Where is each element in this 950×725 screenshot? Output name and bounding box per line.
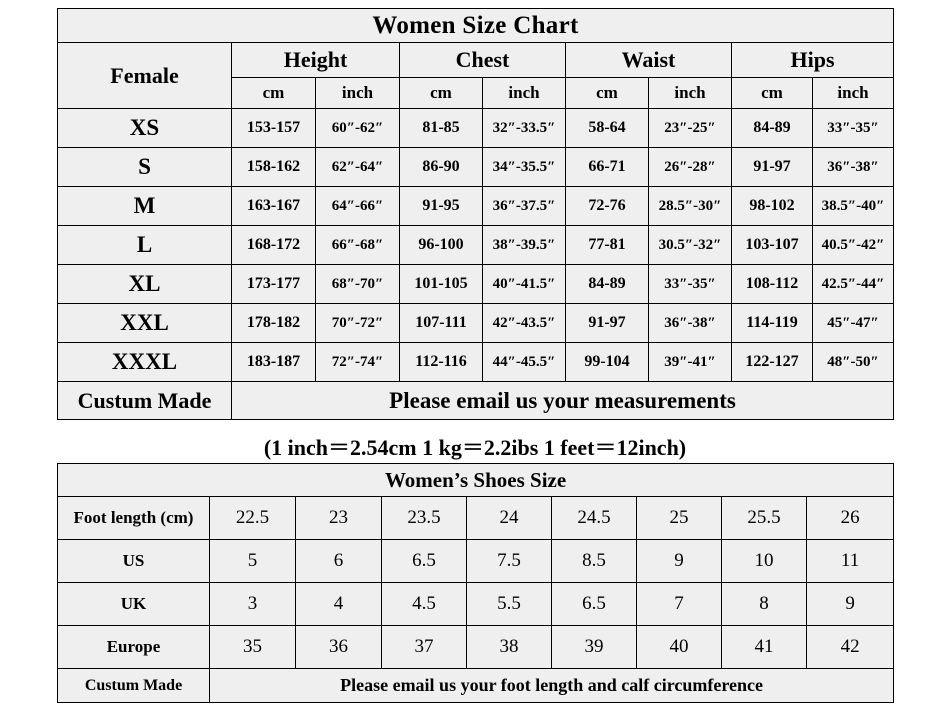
cell-waist-inch: 28.5″-30″ bbox=[649, 187, 732, 226]
shoes-cell: 38 bbox=[467, 626, 552, 669]
shoes-cell: 39 bbox=[552, 626, 637, 669]
shoes-cell: 26 bbox=[807, 497, 894, 540]
cell-hips-cm: 84-89 bbox=[732, 109, 813, 148]
shoes-cell: 24 bbox=[467, 497, 552, 540]
unit-chest-cm: cm bbox=[400, 78, 483, 109]
cell-hips-cm: 114-119 bbox=[732, 304, 813, 343]
table-row bbox=[58, 187, 894, 226]
cell-height-cm: 153-157 bbox=[232, 109, 316, 148]
shoes-cell: 4.5 bbox=[382, 583, 467, 626]
group-header-chest: Chest bbox=[400, 43, 566, 78]
shoes-cell: 37 bbox=[382, 626, 467, 669]
cell-waist-inch: 30.5″-32″ bbox=[649, 226, 732, 265]
women-shoes-size-chart bbox=[57, 463, 893, 703]
unit-height-cm: cm bbox=[232, 78, 316, 109]
table-row bbox=[58, 583, 894, 626]
shoes-size-table bbox=[57, 463, 894, 703]
cell-waist-cm: 66-71 bbox=[566, 148, 649, 187]
unit-hips-inch: inch bbox=[813, 78, 894, 109]
unit-height-inch: inch bbox=[316, 78, 400, 109]
cell-chest-inch: 42″-43.5″ bbox=[483, 304, 566, 343]
shoes-cell: 8 bbox=[722, 583, 807, 626]
unit-waist-inch: inch bbox=[649, 78, 732, 109]
cell-chest-inch: 44″-45.5″ bbox=[483, 343, 566, 382]
shoes-cell: 6.5 bbox=[382, 540, 467, 583]
shoes-chart-title: Women’s Shoes Size bbox=[58, 464, 894, 497]
shoes-cell: 10 bbox=[722, 540, 807, 583]
cell-waist-inch: 36″-38″ bbox=[649, 304, 732, 343]
table-row bbox=[58, 497, 894, 540]
cell-waist-cm: 99-104 bbox=[566, 343, 649, 382]
cell-waist-cm: 77-81 bbox=[566, 226, 649, 265]
group-header-height: Height bbox=[232, 43, 400, 78]
group-header-hips: Hips bbox=[732, 43, 894, 78]
cell-height-inch: 72″-74″ bbox=[316, 343, 400, 382]
table-row bbox=[58, 343, 894, 382]
cell-height-inch: 64″-66″ bbox=[316, 187, 400, 226]
shoes-cell: 8.5 bbox=[552, 540, 637, 583]
shoes-cell: 9 bbox=[637, 540, 722, 583]
table-row bbox=[58, 109, 894, 148]
cell-waist-inch: 33″-35″ bbox=[649, 265, 732, 304]
table-row bbox=[58, 626, 894, 669]
size-chart-title: Women Size Chart bbox=[58, 9, 894, 43]
cell-height-cm: 183-187 bbox=[232, 343, 316, 382]
cell-hips-inch: 42.5″-44″ bbox=[813, 265, 894, 304]
shoes-cell: 3 bbox=[210, 583, 296, 626]
size-chart-corner-label: Female bbox=[58, 43, 232, 109]
cell-height-cm: 178-182 bbox=[232, 304, 316, 343]
cell-waist-inch: 23″-25″ bbox=[649, 109, 732, 148]
shoes-cell: 5.5 bbox=[467, 583, 552, 626]
unit-chest-inch: inch bbox=[483, 78, 566, 109]
table-row bbox=[58, 148, 894, 187]
size-chart-group-header-row bbox=[58, 43, 894, 78]
shoes-cell: 36 bbox=[296, 626, 382, 669]
cell-waist-inch: 39″-41″ bbox=[649, 343, 732, 382]
cell-hips-inch: 45″-47″ bbox=[813, 304, 894, 343]
shoes-cell: 6 bbox=[296, 540, 382, 583]
cell-height-cm: 158-162 bbox=[232, 148, 316, 187]
group-header-waist: Waist bbox=[566, 43, 732, 78]
cell-chest-inch: 36″-37.5″ bbox=[483, 187, 566, 226]
shoes-row-label: Foot length (cm) bbox=[58, 497, 210, 540]
shoes-custom-made-label: Custum Made bbox=[58, 669, 210, 703]
shoes-cell: 23.5 bbox=[382, 497, 467, 540]
shoes-cell: 24.5 bbox=[552, 497, 637, 540]
shoes-cell: 41 bbox=[722, 626, 807, 669]
cell-chest-cm: 81-85 bbox=[400, 109, 483, 148]
cell-chest-inch: 40″-41.5″ bbox=[483, 265, 566, 304]
cell-height-inch: 60″-62″ bbox=[316, 109, 400, 148]
cell-waist-inch: 26″-28″ bbox=[649, 148, 732, 187]
shoes-cell: 5 bbox=[210, 540, 296, 583]
shoes-row-label: Europe bbox=[58, 626, 210, 669]
custom-made-text: Please email us your measurements bbox=[232, 382, 894, 420]
table-row bbox=[58, 226, 894, 265]
shoes-cell: 6.5 bbox=[552, 583, 637, 626]
unit-waist-cm: cm bbox=[566, 78, 649, 109]
shoes-custom-made-row bbox=[58, 669, 894, 703]
cell-chest-inch: 38″-39.5″ bbox=[483, 226, 566, 265]
cell-chest-inch: 32″-33.5″ bbox=[483, 109, 566, 148]
cell-chest-cm: 107-111 bbox=[400, 304, 483, 343]
size-label: XS bbox=[58, 109, 232, 148]
cell-hips-cm: 108-112 bbox=[732, 265, 813, 304]
shoes-cell: 40 bbox=[637, 626, 722, 669]
cell-height-cm: 173-177 bbox=[232, 265, 316, 304]
cell-hips-inch: 36″-38″ bbox=[813, 148, 894, 187]
size-label: XL bbox=[58, 265, 232, 304]
cell-height-inch: 62″-64″ bbox=[316, 148, 400, 187]
custom-made-label: Custum Made bbox=[58, 382, 232, 420]
cell-height-cm: 168-172 bbox=[232, 226, 316, 265]
cell-chest-cm: 91-95 bbox=[400, 187, 483, 226]
cell-hips-cm: 103-107 bbox=[732, 226, 813, 265]
size-label: M bbox=[58, 187, 232, 226]
cell-waist-cm: 91-97 bbox=[566, 304, 649, 343]
cell-hips-cm: 98-102 bbox=[732, 187, 813, 226]
size-label: L bbox=[58, 226, 232, 265]
shoes-cell: 35 bbox=[210, 626, 296, 669]
shoes-cell: 25 bbox=[637, 497, 722, 540]
size-chart-title-row bbox=[58, 9, 894, 43]
table-row bbox=[58, 540, 894, 583]
shoes-cell: 42 bbox=[807, 626, 894, 669]
cell-height-inch: 68″-70″ bbox=[316, 265, 400, 304]
cell-hips-inch: 48″-50″ bbox=[813, 343, 894, 382]
cell-chest-cm: 96-100 bbox=[400, 226, 483, 265]
size-label: S bbox=[58, 148, 232, 187]
cell-height-cm: 163-167 bbox=[232, 187, 316, 226]
shoes-cell: 11 bbox=[807, 540, 894, 583]
cell-hips-cm: 91-97 bbox=[732, 148, 813, 187]
conversion-note: (1 inch＝2.54cm 1 kg＝2.2ibs 1 feet＝12inch) bbox=[263, 435, 687, 460]
cell-height-inch: 70″-72″ bbox=[316, 304, 400, 343]
shoes-row-label: US bbox=[58, 540, 210, 583]
shoes-custom-made-text: Please email us your foot length and calf circumference bbox=[210, 669, 894, 703]
unit-hips-cm: cm bbox=[732, 78, 813, 109]
cell-chest-cm: 86-90 bbox=[400, 148, 483, 187]
cell-waist-cm: 84-89 bbox=[566, 265, 649, 304]
custom-made-row bbox=[58, 382, 894, 420]
cell-chest-inch: 34″-35.5″ bbox=[483, 148, 566, 187]
cell-hips-cm: 122-127 bbox=[732, 343, 813, 382]
shoes-cell: 4 bbox=[296, 583, 382, 626]
shoes-row-label: UK bbox=[58, 583, 210, 626]
cell-waist-cm: 58-64 bbox=[566, 109, 649, 148]
shoes-cell: 22.5 bbox=[210, 497, 296, 540]
cell-hips-inch: 38.5″-40″ bbox=[813, 187, 894, 226]
shoes-cell: 23 bbox=[296, 497, 382, 540]
shoes-cell: 7.5 bbox=[467, 540, 552, 583]
shoes-title-row bbox=[58, 464, 894, 497]
size-label: XXL bbox=[58, 304, 232, 343]
cell-waist-cm: 72-76 bbox=[566, 187, 649, 226]
shoes-cell: 7 bbox=[637, 583, 722, 626]
shoes-cell: 9 bbox=[807, 583, 894, 626]
cell-chest-cm: 101-105 bbox=[400, 265, 483, 304]
women-size-chart bbox=[57, 8, 893, 420]
cell-hips-inch: 33″-35″ bbox=[813, 109, 894, 148]
size-chart-table bbox=[57, 8, 894, 420]
cell-height-inch: 66″-68″ bbox=[316, 226, 400, 265]
cell-chest-cm: 112-116 bbox=[400, 343, 483, 382]
size-label: XXXL bbox=[58, 343, 232, 382]
table-row bbox=[58, 265, 894, 304]
shoes-cell: 25.5 bbox=[722, 497, 807, 540]
cell-hips-inch: 40.5″-42″ bbox=[813, 226, 894, 265]
table-row bbox=[58, 304, 894, 343]
